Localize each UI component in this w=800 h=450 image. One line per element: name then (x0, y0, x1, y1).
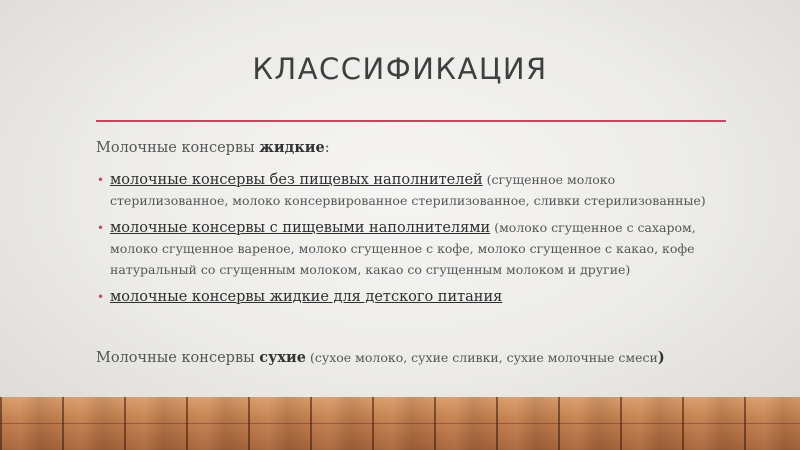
bullet-text (110, 217, 736, 280)
dry-bold: сухие (259, 349, 307, 366)
bullet-lead-link[interactable]: молочные консервы без пищевых наполнителей (110, 172, 483, 188)
dry-close: ) (657, 349, 665, 366)
wood-floor-decoration (0, 397, 800, 450)
dry-prefix: Молочные консервы (96, 350, 260, 366)
slide-body (96, 138, 736, 313)
slide-title: КЛАССИФИКАЦИЯ (252, 52, 548, 86)
intro-line (96, 138, 736, 158)
bullet-marker: • (97, 221, 105, 235)
bullet-detail: (молоко сгущенное с сахаром, молоко сгущенное вареное, молоко сгущенное с кофе, молоко сгущенное с какао, кофе натуральный со сгущенным молоком, какао со сгущенным молоком и другие) (110, 220, 696, 277)
intro-bold: жидкие (259, 139, 325, 156)
list-item (96, 169, 736, 211)
bullet-lead-link[interactable]: молочные консервы с пищевыми наполнителями (110, 220, 491, 236)
dry-detail: (сухое молоко, сухие сливки, сухие молочные смеси (306, 350, 658, 365)
intro-suffix: : (324, 140, 330, 156)
bullet-detail: (сгущенное молоко стерилизованное, молоко консервированное стерилизованное, сливки стерилизованные) (110, 172, 706, 208)
bullet-marker: • (97, 173, 105, 187)
bullet-list (96, 169, 736, 307)
list-item (96, 286, 736, 307)
bullet-text (110, 169, 736, 211)
bullet-lead-link[interactable]: молочные консервы жидкие для детского питания (110, 289, 503, 305)
dry-line (96, 349, 736, 366)
bullet-text (110, 286, 736, 307)
bullet-marker: • (97, 290, 105, 304)
title-divider (96, 120, 726, 122)
intro-prefix: Молочные консервы (96, 140, 260, 156)
list-item (96, 217, 736, 280)
